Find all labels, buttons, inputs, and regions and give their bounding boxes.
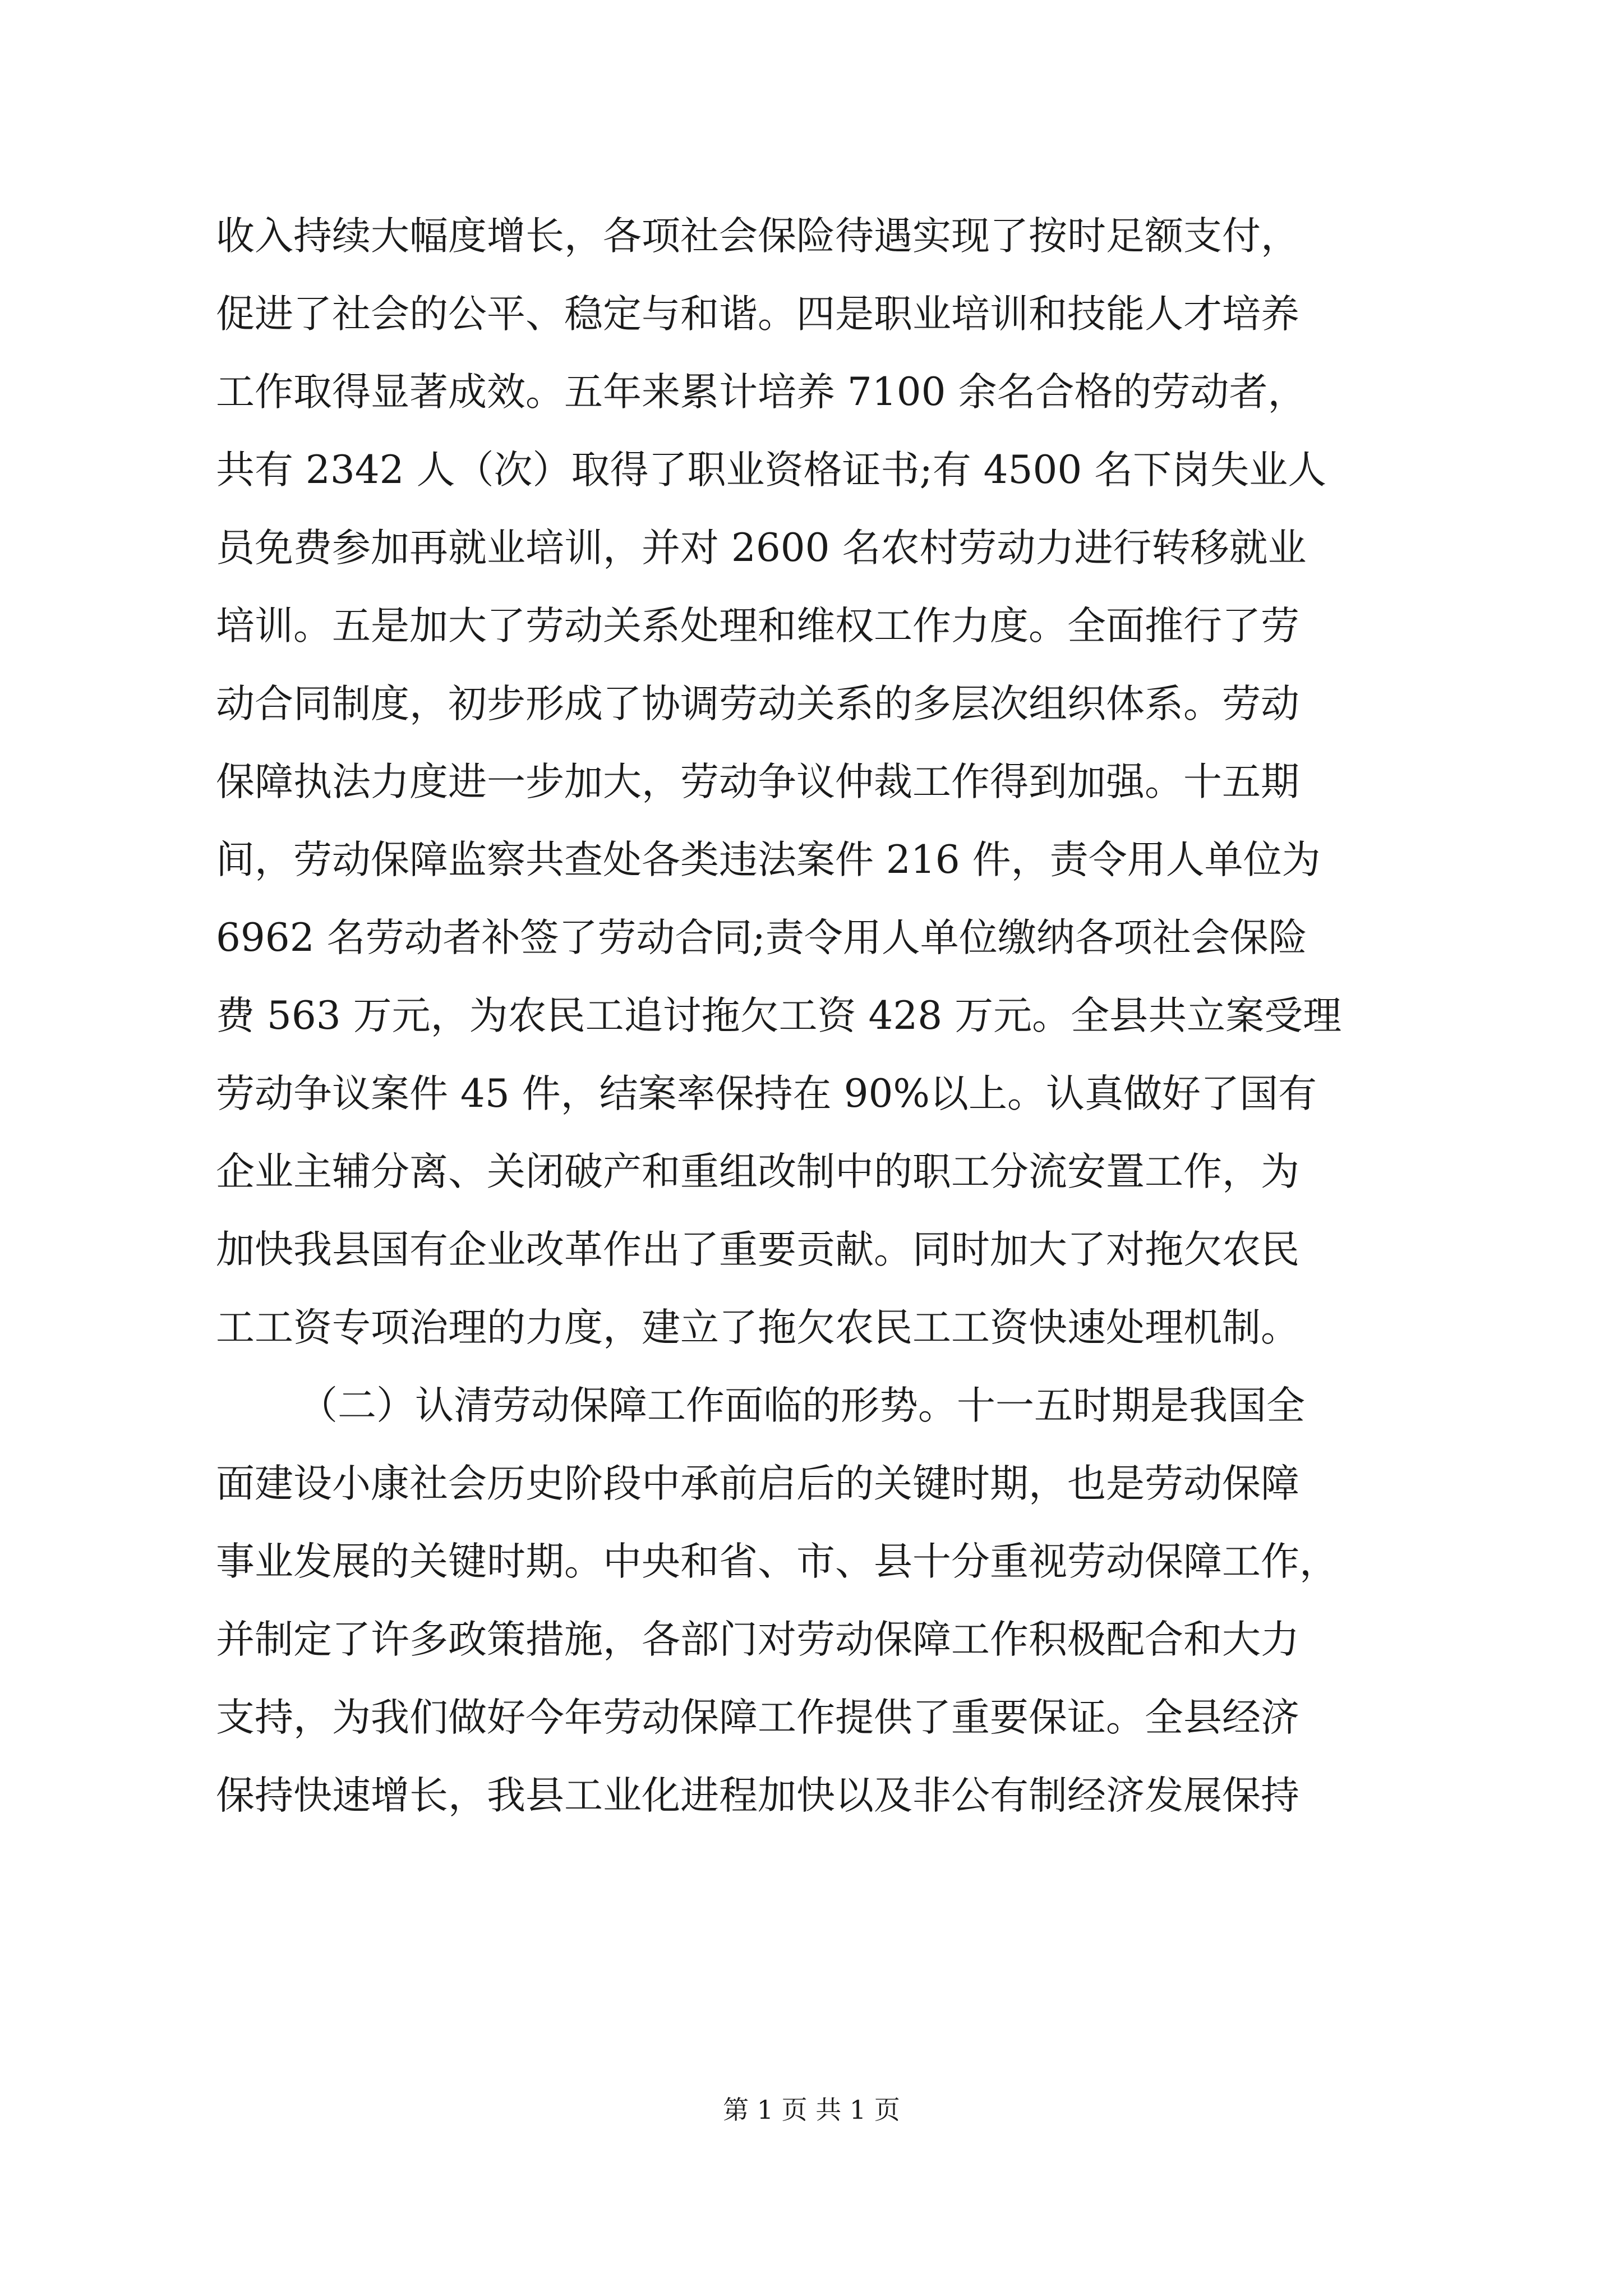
page-number: 第 1 页 共 1 页 bbox=[723, 2095, 900, 2125]
text-line: 收入持续大幅度增长，各项社会保险待遇实现了按时足额支付， bbox=[216, 214, 1299, 259]
text-line: 加快我县国有企业改革作出了重要贡献。同时加大了对拖欠农民 bbox=[216, 1227, 1299, 1272]
text-line: 促进了社会的公平、稳定与和谐。四是职业培训和技能人才培养 bbox=[216, 292, 1299, 337]
page-footer bbox=[0, 2090, 1623, 2127]
text-line: 工作取得显著成效。五年来累计培养 7100 余名合格的劳动者， bbox=[216, 370, 1307, 415]
section-heading-line: （二）认清劳动保障工作面临的形势。十一五时期是我国全 bbox=[299, 1383, 1305, 1428]
text-line: 员免费参加再就业培训，并对 2600 名农村劳动力进行转移就业 bbox=[216, 526, 1307, 570]
text-line: 劳动争议案件 45 件，结案率保持在 90%以上。认真做好了国有 bbox=[216, 1071, 1317, 1116]
text-line: 共有 2342 人（次）取得了职业资格证书;有 4500 名下岗失业人 bbox=[216, 448, 1327, 493]
text-line: 费 563 万元，为农民工追讨拖欠工资 428 万元。全县共立案受理 bbox=[216, 993, 1342, 1038]
text-line: 面建设小康社会历史阶段中承前启后的关键时期，也是劳动保障 bbox=[216, 1461, 1299, 1506]
text-line: 支持，为我们做好今年劳动保障工作提供了重要保证。全县经济 bbox=[216, 1695, 1299, 1740]
text-line: 动合同制度，初步形成了协调劳动关系的多层次组织体系。劳动 bbox=[216, 682, 1299, 726]
text-line: 保持快速增长，我县工业化进程加快以及非公有制经济发展保持 bbox=[216, 1773, 1299, 1818]
text-line: 事业发展的关键时期。中央和省、市、县十分重视劳动保障工作， bbox=[216, 1539, 1338, 1584]
body-text bbox=[216, 197, 1341, 1835]
text-line: 间，劳动保障监察共查处各类违法案件 216 件，责令用人单位为 bbox=[216, 838, 1321, 882]
text-line: 工工资专项治理的力度，建立了拖欠农民工工资快速处理机制。 bbox=[216, 1305, 1299, 1350]
text-line: 培训。五是加大了劳动关系处理和维权工作力度。全面推行了劳 bbox=[216, 604, 1299, 648]
text-line: 6962 名劳动者补签了劳动合同;责令用人单位缴纳各项社会保险 bbox=[216, 915, 1307, 960]
text-line: 并制定了许多政策措施，各部门对劳动保障工作积极配合和大力 bbox=[216, 1617, 1299, 1662]
text-line: 保障执法力度进一步加大，劳动争议仲裁工作得到加强。十五期 bbox=[216, 760, 1299, 804]
text-line: 企业主辅分离、关闭破产和重组改制中的职工分流安置工作，为 bbox=[216, 1149, 1299, 1194]
